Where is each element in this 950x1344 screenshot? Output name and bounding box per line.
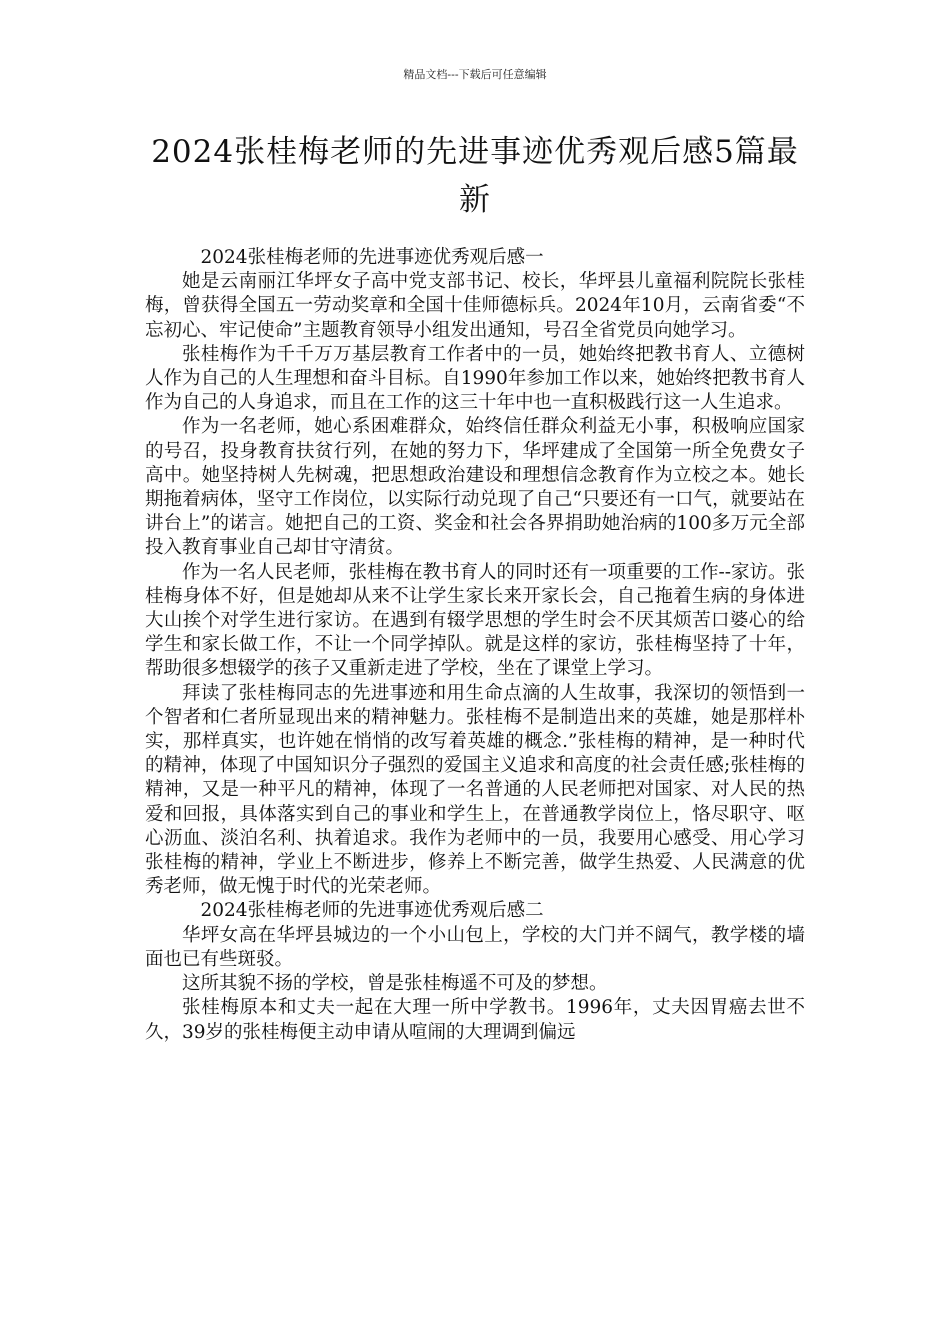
paragraph: 这所其貌不扬的学校，曾是张桂梅遥不可及的梦想。 — [182, 973, 608, 995]
paragraph: 作为一名人民老师，张桂梅在教书育人的同时还有一项重要的工作--家访。张桂梅身体不好，但是她却从来不让学生家长来开家长会，自己拖着生病的身体进大山挨个对学生进行家访。在遇到有辍学思想的学生时会不厌其烦苦口婆心的给学生和家长做工作，不让一个同学掉队。就是这样的家访，张桂梅坚持了十年，帮助很多想辍学的孩子又重新走进了学校，坐在了课堂上学习。 — [145, 561, 806, 680]
paragraph: 华坪女高在华坪县城边的一个小山包上，学校的大门并不阔气，教学楼的墙面也已有些斑驳。 — [145, 924, 805, 970]
paragraph: 张桂梅作为千千万万基层教育工作者中的一员，她始终把教书育人、立德树人作为自己的人生理想和奋斗目标。自1990年参加工作以来，她始终把教书育人作为自己的人身追求，而且在工作的这三十年中也一直积极践行这一人生追求。 — [145, 343, 805, 414]
document-body — [145, 246, 805, 1045]
paragraph: 拜读了张桂梅同志的先进事迹和用生命点滴的人生故事，我深切的领悟到一个智者和仁者所显现出来的精神魅力。张桂梅不是制造出来的英雄，她是那样朴实，那样真实，也许她在悄悄的改写着英雄的概念.”张桂梅的精神，是一种时代的精神，体现了中国知识分子强烈的爱国主义追求和高度的社会责任感;张桂梅的精神，又是一种平凡的精神，体现了一名普通的人民老师把对国家、对人民的热爱和回报，具体落实到自己的事业和学生上，在普通教学岗位上，恪尽职守、呕心沥血、淡泊名利、执着追求。我作为老师中的一员，我要用心感受、用心学习张桂梅的精神，学业上不断进步，修养上不断完善，做学生热爱、人民满意的优秀老师，做无愧于时代的光荣老师。 — [145, 682, 805, 898]
section-heading-2: 2024张桂梅老师的先进事迹优秀观后感二 — [200, 900, 544, 922]
paragraph: 作为一名老师，她心系困难群众，始终信任群众利益无小事，积极响应国家的号召，投身教育扶贫行列，在她的努力下，华坪建成了全国第一所全免费女子高中。她坚持树人先树魂，把思想政治建设和理想信念教育作为立校之本。她长期拖着病体，坚守工作岗位，以实际行动兑现了自己“只要还有一口气，就要站在讲台上”的诺言。她把自己的工资、奖金和社会各界捐助她治病的100多万元全部投入教育事业自己却甘守清贫。 — [145, 416, 805, 559]
paragraph: 张桂梅原本和丈夫一起在大理一所中学教书。1996年，丈夫因胃癌去世不久，39岁的张桂梅便主动申请从喧闹的大理调到偏远 — [145, 997, 805, 1043]
paragraph: 她是云南丽江华坪女子高中党支部书记、校长，华坪县儿童福利院院长张桂梅，曾获得全国五一劳动奖章和全国十佳师德标兵。2024年10月，云南省委“不忘初心、牢记使命”主题教育领导小组发出通知，号召全省党员向她学习。 — [145, 271, 805, 341]
section-heading-1: 2024张桂梅老师的先进事迹优秀观后感一 — [200, 247, 544, 268]
document-title: 2024张桂梅老师的先进事迹优秀观后感5篇最新 — [151, 134, 799, 218]
header-note: 精品文档---下载后可任意编辑 — [403, 68, 547, 81]
